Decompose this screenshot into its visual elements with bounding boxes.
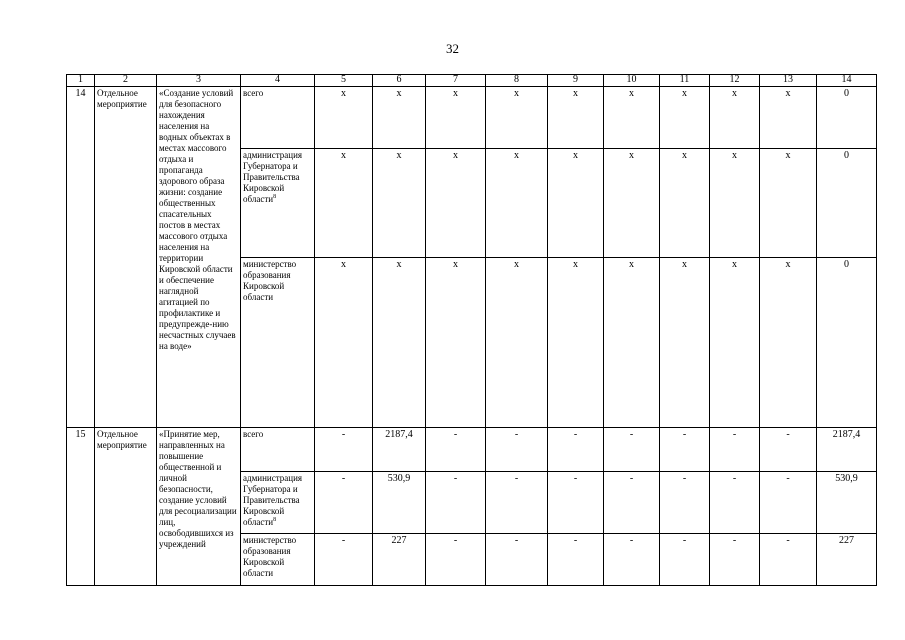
budget-table <box>66 74 877 586</box>
value-cell-col-7: - <box>426 428 486 472</box>
value-cell-col-5: х <box>315 87 373 149</box>
value-cell-col-8: х <box>486 149 548 258</box>
value-cell-col-14: 0 <box>817 149 877 258</box>
value-cell-col-7: х <box>426 258 486 428</box>
value-cell-col-5: - <box>315 534 373 586</box>
value-cell-col-6: 2187,4 <box>373 428 426 472</box>
responsible-executor: администрация Губернатора и Правительства Кировской области$^8$ <box>241 472 315 534</box>
value-cell-col-6: 227 <box>373 534 426 586</box>
header-row <box>67 75 877 87</box>
value-cell-col-12: х <box>710 149 760 258</box>
column-header-11: 11 <box>660 75 710 87</box>
value-cell-col-9: - <box>548 534 604 586</box>
column-header-12: 12 <box>710 75 760 87</box>
value-cell-col-8: - <box>486 472 548 534</box>
value-cell-col-11: - <box>660 428 710 472</box>
value-cell-col-14: 227 <box>817 534 877 586</box>
value-cell-col-8: - <box>486 428 548 472</box>
responsible-executor: администрация Губернатора и Правительства Кировской области$^8$ <box>241 149 315 258</box>
value-cell-col-13: х <box>760 87 817 149</box>
column-header-1: 1 <box>67 75 95 87</box>
value-cell-col-13: - <box>760 428 817 472</box>
value-cell-col-6: х <box>373 149 426 258</box>
value-cell-col-5: - <box>315 472 373 534</box>
value-cell-col-11: - <box>660 534 710 586</box>
value-cell-col-14: 2187,4 <box>817 428 877 472</box>
value-cell-col-12: х <box>710 87 760 149</box>
column-header-13: 13 <box>760 75 817 87</box>
value-cell-col-9: х <box>548 87 604 149</box>
value-cell-col-13: - <box>760 472 817 534</box>
value-cell-col-11: - <box>660 472 710 534</box>
value-cell-col-11: х <box>660 149 710 258</box>
column-header-2: 2 <box>95 75 157 87</box>
value-cell-col-12: х <box>710 258 760 428</box>
column-header-5: 5 <box>315 75 373 87</box>
responsible-executor: всего <box>241 87 315 149</box>
event-name: «Создание условий для безопасного нахождения населения на водных объектах в местах массового отдыха и пропаганда здорового образа жизни: создание общественных спасательных постов в местах массового отдыха населения на территории Кировской области и обеспечение наглядной агитацией по профилактике и предупрежде-нию несчастных случаев на воде» <box>157 87 241 428</box>
responsible-executor: министерство образования Кировской области <box>241 534 315 586</box>
value-cell-col-7: х <box>426 87 486 149</box>
value-cell-col-12: - <box>710 428 760 472</box>
value-cell-col-12: - <box>710 534 760 586</box>
event-type: Отдельное мероприятие <box>95 428 157 586</box>
value-cell-col-7: х <box>426 149 486 258</box>
value-cell-col-7: - <box>426 534 486 586</box>
table-row <box>67 428 877 472</box>
column-header-3: 3 <box>157 75 241 87</box>
value-cell-col-14: 0 <box>817 87 877 149</box>
value-cell-col-10: х <box>604 149 660 258</box>
value-cell-col-7: - <box>426 472 486 534</box>
value-cell-col-6: х <box>373 258 426 428</box>
value-cell-col-10: - <box>604 428 660 472</box>
value-cell-col-14: 530,9 <box>817 472 877 534</box>
page-number: 32 <box>446 41 459 56</box>
value-cell-col-5: - <box>315 428 373 472</box>
value-cell-col-8: - <box>486 534 548 586</box>
value-cell-col-5: х <box>315 258 373 428</box>
value-cell-col-5: х <box>315 149 373 258</box>
event-name: «Принятие мер, направленных на повышение общественной и личной безопасности, создание условий для ресоциализации лиц, освободившихся из учреждений <box>157 428 241 586</box>
value-cell-col-11: х <box>660 258 710 428</box>
column-header-9: 9 <box>548 75 604 87</box>
value-cell-col-13: х <box>760 258 817 428</box>
value-cell-col-11: х <box>660 87 710 149</box>
column-header-14: 14 <box>817 75 877 87</box>
value-cell-col-10: х <box>604 258 660 428</box>
column-header-4: 4 <box>241 75 315 87</box>
value-cell-col-9: - <box>548 428 604 472</box>
value-cell-col-9: - <box>548 472 604 534</box>
value-cell-col-14: 0 <box>817 258 877 428</box>
value-cell-col-8: х <box>486 87 548 149</box>
value-cell-col-6: 530,9 <box>373 472 426 534</box>
column-header-7: 7 <box>426 75 486 87</box>
value-cell-col-12: - <box>710 472 760 534</box>
value-cell-col-13: - <box>760 534 817 586</box>
table-row <box>67 87 877 149</box>
event-type: Отдельное мероприятие <box>95 87 157 428</box>
responsible-executor: всего <box>241 428 315 472</box>
value-cell-col-13: х <box>760 149 817 258</box>
column-header-8: 8 <box>486 75 548 87</box>
value-cell-col-10: х <box>604 87 660 149</box>
value-cell-col-8: х <box>486 258 548 428</box>
value-cell-col-6: х <box>373 87 426 149</box>
row-number: 15 <box>67 428 95 586</box>
value-cell-col-9: х <box>548 149 604 258</box>
row-number: 14 <box>67 87 95 428</box>
value-cell-col-10: - <box>604 534 660 586</box>
column-header-6: 6 <box>373 75 426 87</box>
column-header-10: 10 <box>604 75 660 87</box>
value-cell-col-9: х <box>548 258 604 428</box>
responsible-executor: министерство образования Кировской области <box>241 258 315 428</box>
value-cell-col-10: - <box>604 472 660 534</box>
